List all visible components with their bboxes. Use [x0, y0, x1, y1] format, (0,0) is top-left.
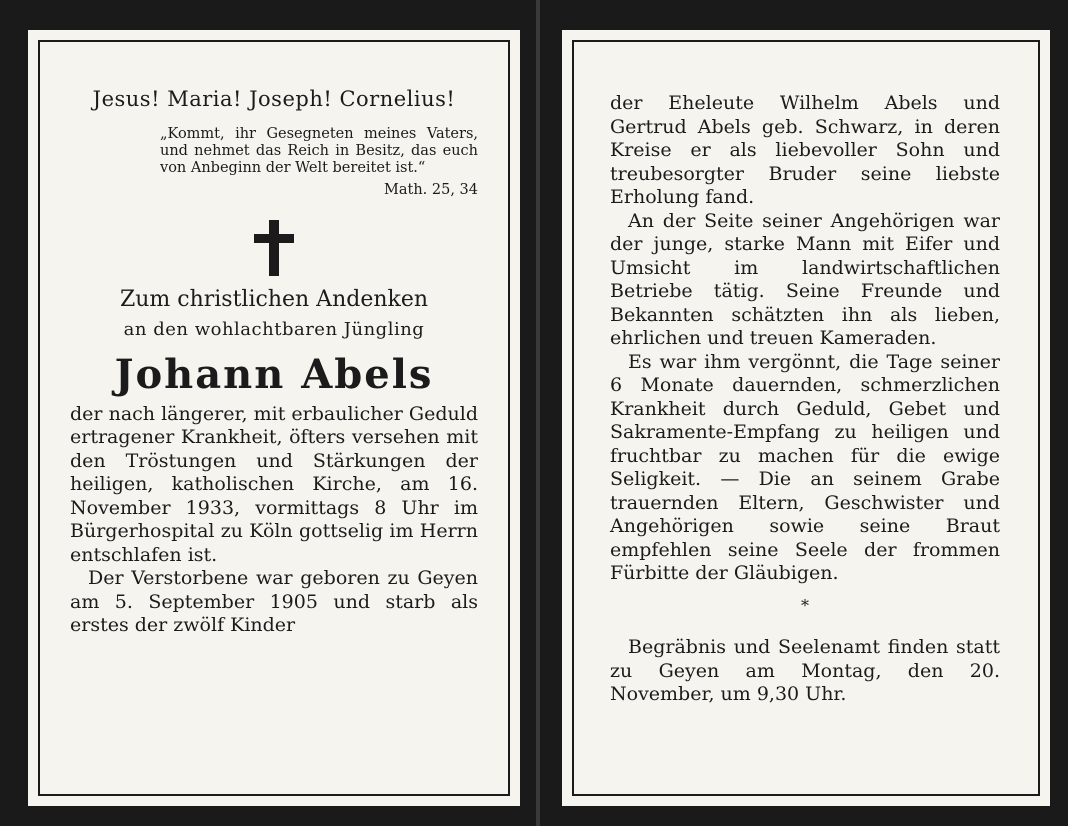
- cross-icon: [254, 220, 294, 276]
- dedication-line: an den wohlachtbaren Jüngling: [123, 318, 425, 340]
- life-paragraph: An der Seite seiner Angehörigen war der junge, starke Mann mit Eifer und Umsicht im landwirtschaftlichen Betriebe tätig. Seine Freunde und Bekannten schätzten ihn als lieben, ehrlichen und treuen Kameraden.: [610, 209, 1000, 349]
- burial-notice: Begräbnis und Seelenamt finden statt zu Geyen am Montag, den 20. November, um 9,30 Uhr.: [610, 636, 1000, 705]
- quote-reference: Math. 25, 34: [384, 181, 478, 198]
- parents-paragraph: der Eheleute Wilhelm Abels und Gertrud Abels geb. Schwarz, in deren Kreise er als liebevoller Sohn und treubesorgter Bruder seine liebste Erholung fand.: [610, 92, 1000, 208]
- left-page: [28, 30, 520, 806]
- memorial-heading: Zum christlichen Andenken: [119, 287, 429, 312]
- illness-paragraph: Es war ihm vergönnt, die Tage seiner 6 Monate dauernden, schmerzlichen Krankheit durch Geduld, Gebet und Sakramente-Empfang zu heiligen und fruchtbar zu machen für die ewige Seligkeit. — Die an seinem Grabe trauernden Eltern, Geschwister und Angehörigen sowie seine Braut empfehlen seine Seele der frommen Fürbitte der Gläubigen.: [610, 350, 1000, 584]
- death-notice-paragraph: der nach längerer, mit erbaulicher Geduld ertragener Krankheit, öfters versehen mit den Tröstungen und Stärkungen der heiligen, katholischen Kirche, am 16. November 1933, vormittags 8 Uhr im Bürgerhospital zu Köln gottselig im Herrn entschlafen ist.: [70, 402, 478, 566]
- star-divider: *: [801, 595, 809, 615]
- birth-paragraph: Der Verstorbene war geboren zu Geyen am 5. September 1905 und starb als erstes der zwölf Kinder: [70, 567, 478, 636]
- right-page-content: [610, 92, 1000, 726]
- bible-quote: „Kommt, ihr Gesegneten meines Vaters, und nehmet das Reich in Besitz, das euch von Anbeginn der Welt bereitet ist.“: [160, 125, 478, 176]
- left-page-content: [70, 88, 478, 638]
- card-fold: [536, 0, 540, 826]
- deceased-name: Johann Abels: [114, 351, 434, 398]
- invocation: Jesus! Maria! Joseph! Cornelius!: [92, 87, 456, 111]
- right-page: [562, 30, 1050, 806]
